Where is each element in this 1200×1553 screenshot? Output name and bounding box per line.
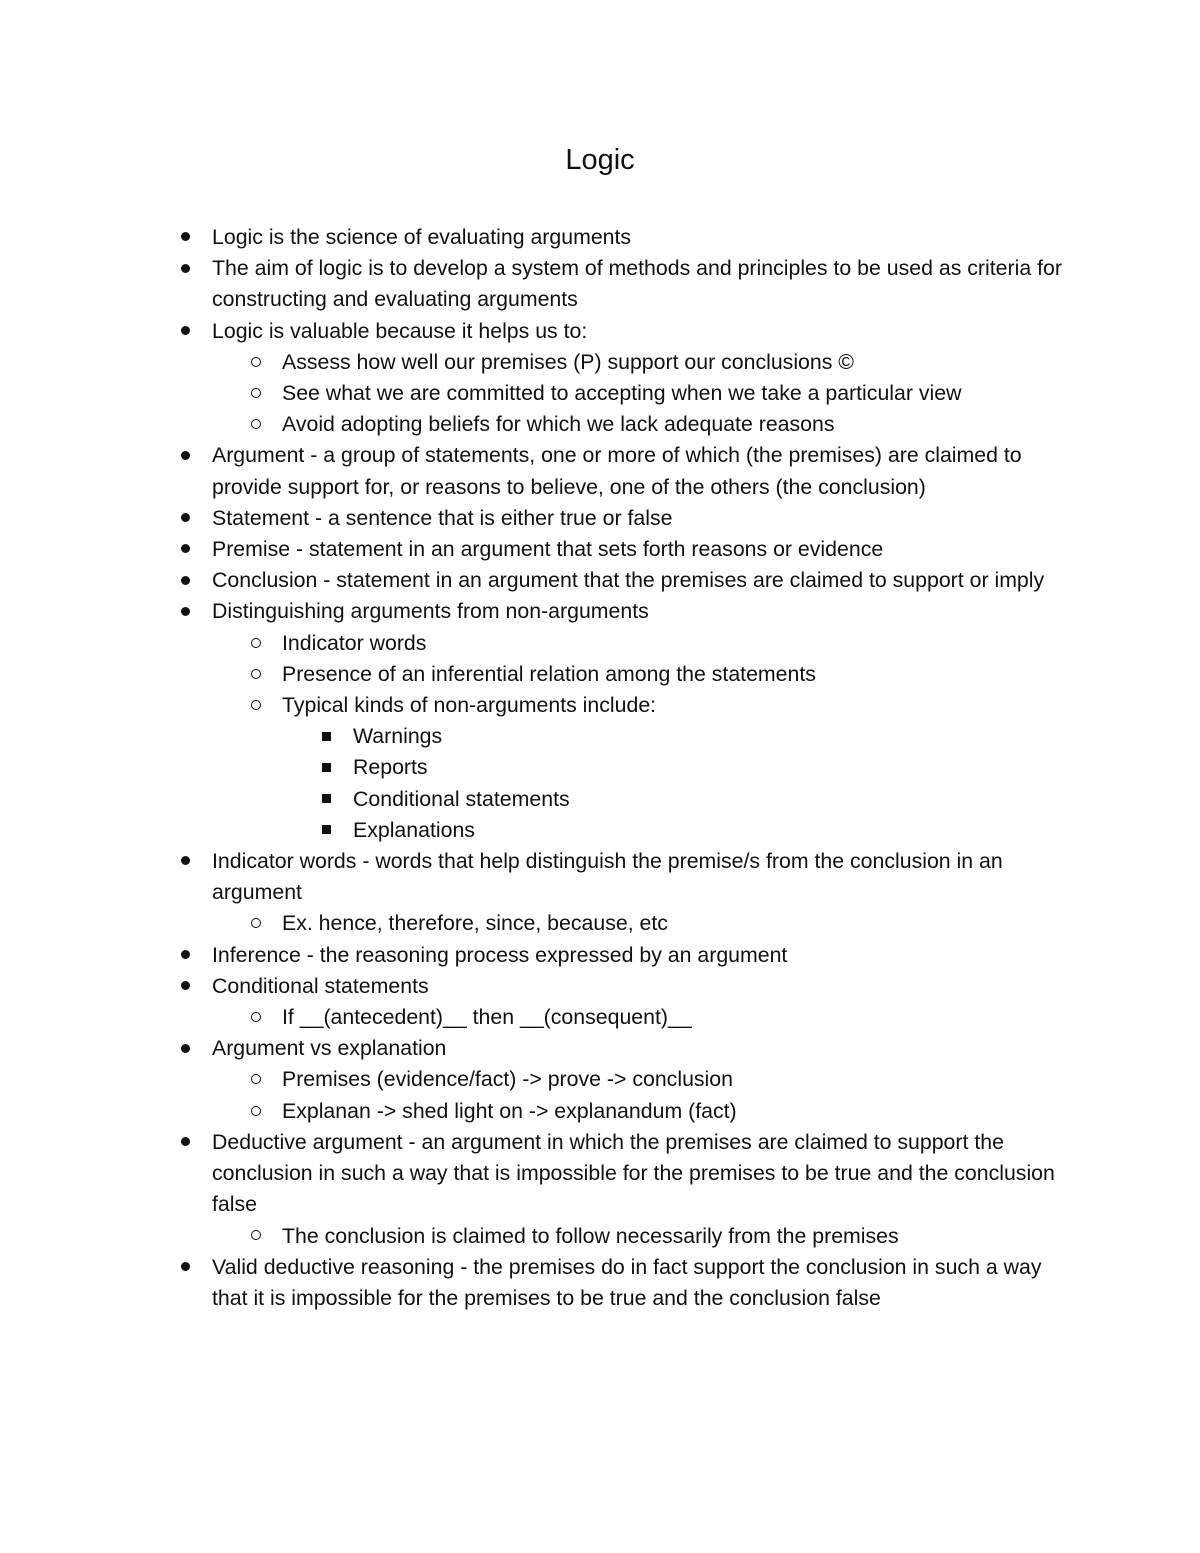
bullet-circle-icon [246, 347, 266, 378]
list-item-text: Premise - statement in an argument that sets forth reasons or evidence [212, 537, 884, 562]
list-item [0, 721, 1053, 752]
list-item-text: Statement - a sentence that is either true or false [212, 505, 673, 530]
list-item [0, 784, 1053, 815]
bullet-dot-icon [175, 503, 195, 534]
list-item [0, 971, 1062, 1002]
list-item-text: Conclusion - statement in an argument that the premises are claimed to support or imply [212, 568, 1045, 593]
list-item-text: Premises (evidence/fact) -> prove -> conclusion [282, 1067, 733, 1092]
list-item [0, 1002, 1062, 1033]
list-item [0, 596, 1062, 627]
list-item-text: Explanations [353, 817, 475, 842]
list-item [0, 565, 1062, 596]
list-item-text: If __(antecedent)__ then __(consequent)__ [282, 1005, 692, 1030]
list-item [0, 628, 1062, 659]
list-item-text: Avoid adopting beliefs for which we lack adequate reasons [282, 412, 835, 437]
list-item [0, 815, 1053, 846]
list-item-text: See what we are committed to accepting when we take a particular view [282, 381, 962, 406]
list-item [0, 1096, 1062, 1127]
bullet-circle-icon [246, 378, 266, 409]
bullet-dot-icon [175, 596, 195, 627]
list-item [0, 409, 1062, 440]
list-item-text: Argument - a group of statements, one or more of which (the premises) are claimed to provide support for, or reasons to believe, one of the others (the conclusion) [212, 443, 1022, 499]
list-item-text: Presence of an inferential relation among the statements [282, 661, 816, 686]
bullet-dot-icon [175, 1033, 195, 1064]
list-item [0, 940, 1062, 971]
list-item [0, 1127, 1062, 1221]
list-item [0, 1033, 1062, 1064]
list-item-text: Deductive argument - an argument in which the premises are claimed to support the conclusion in such a way that is impossible for the premises to be true and the conclusion false [212, 1129, 1055, 1217]
list-item [0, 503, 1062, 534]
list-item-text: Warnings [353, 724, 443, 749]
bullet-circle-icon [246, 690, 266, 721]
list-item [0, 440, 1062, 502]
list-item [0, 908, 1062, 939]
bullet-square-icon [316, 784, 336, 815]
list-item [0, 1064, 1062, 1095]
bullet-circle-icon [246, 1002, 266, 1033]
notes-list [0, 222, 1200, 1314]
list-item-text: Logic is the science of evaluating arguments [212, 225, 632, 249]
list-item-text: Argument vs explanation [212, 1036, 447, 1061]
list-item-text: Conditional statements [353, 786, 570, 811]
bullet-circle-icon [246, 659, 266, 690]
list-item-text: Indicator words [282, 630, 427, 655]
list-item [0, 316, 1062, 347]
bullet-dot-icon [175, 971, 195, 1002]
bullet-dot-icon [175, 253, 195, 284]
bullet-square-icon [316, 752, 336, 783]
list-item-text: Ex. hence, therefore, since, because, etc [282, 911, 668, 936]
list-item-text: Inference - the reasoning process expressed by an argument [212, 942, 788, 967]
list-item-text: Valid deductive reasoning - the premises do in fact support the conclusion in such a way that it is impossible for the premises to be true and the conclusion false [212, 1254, 1042, 1310]
list-item-text: The conclusion is claimed to follow necessarily from the premises [282, 1223, 899, 1248]
list-item [0, 752, 1053, 783]
list-item-text: The aim of logic is to develop a system of methods and principles to be used as criteria for constructing and evaluating arguments [212, 256, 1062, 312]
list-item [0, 378, 1062, 409]
list-item [0, 1252, 1062, 1314]
list-item-text: Conditional statements [212, 973, 429, 998]
list-item [0, 347, 1062, 378]
bullet-circle-icon [246, 908, 266, 939]
bullet-dot-icon [175, 1127, 195, 1158]
bullet-dot-icon [175, 1252, 195, 1283]
bullet-square-icon [316, 815, 336, 846]
list-item-text: Explanan -> shed light on -> explanandum (fact) [282, 1098, 737, 1123]
bullet-circle-icon [246, 409, 266, 440]
bullet-circle-icon [246, 628, 266, 659]
bullet-circle-icon [246, 1221, 266, 1252]
bullet-dot-icon [175, 534, 195, 565]
list-item-text: Reports [353, 755, 428, 780]
bullet-circle-icon [246, 1064, 266, 1095]
list-item-text: Logic is valuable because it helps us to: [212, 318, 588, 343]
list-item [0, 1221, 1062, 1252]
bullet-dot-icon [175, 440, 195, 471]
list-item-text: Assess how well our premises (P) support our conclusions © [282, 349, 855, 374]
list-item [0, 222, 1062, 253]
list-item [0, 534, 1062, 565]
list-item [0, 659, 1062, 690]
bullet-dot-icon [175, 846, 195, 877]
bullet-dot-icon [175, 222, 195, 253]
list-item-text: Typical kinds of non-arguments include: [282, 693, 657, 718]
list-item [0, 846, 1062, 908]
bullet-square-icon [316, 721, 336, 752]
bullet-circle-icon [246, 1096, 266, 1127]
bullet-dot-icon [175, 565, 195, 596]
bullet-dot-icon [175, 940, 195, 971]
list-item [0, 253, 1062, 315]
list-item [0, 690, 1062, 721]
list-item-text: Distinguishing arguments from non-arguments [212, 599, 649, 624]
page-title: Logic [565, 144, 635, 176]
list-item-text: Indicator words - words that help distinguish the premise/s from the conclusion in an argument [212, 849, 1003, 905]
bullet-dot-icon [175, 316, 195, 347]
